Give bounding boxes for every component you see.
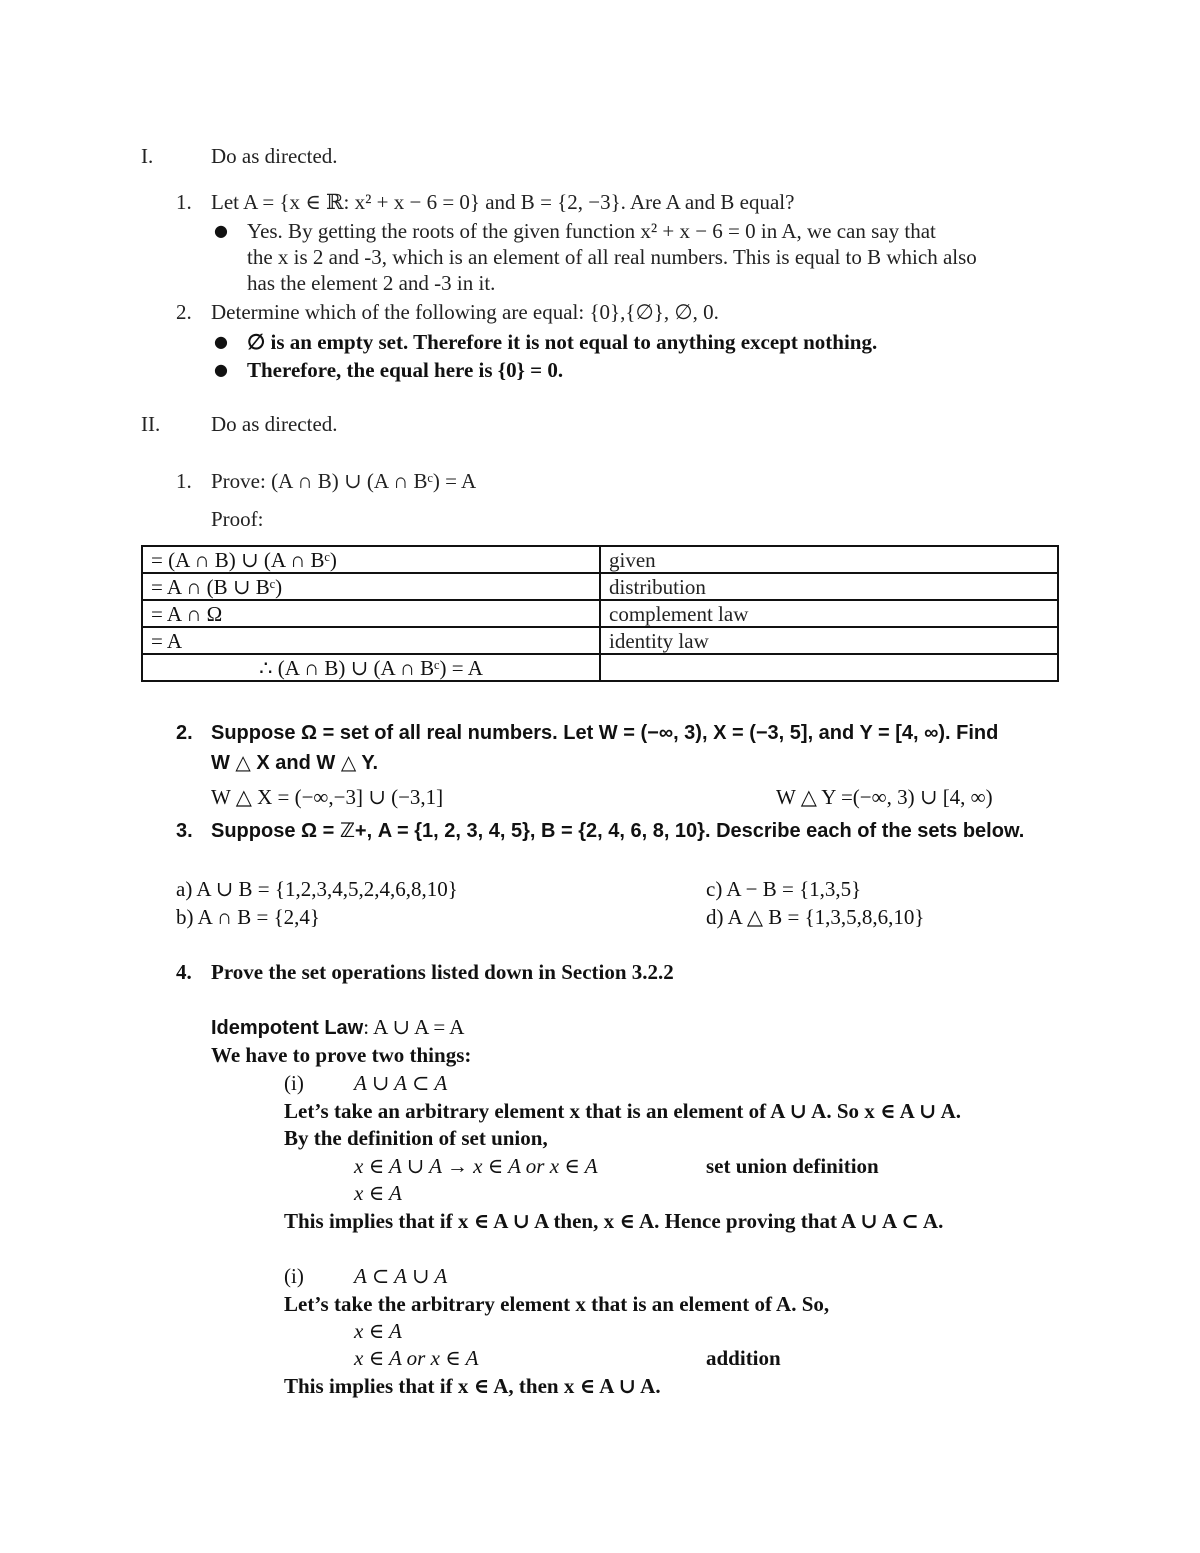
proof-reason: set union definition xyxy=(706,1154,879,1178)
section-heading: Do as directed. xyxy=(211,144,338,168)
answer-text: W △ Y =(−∞, 3) ∪ [4, ∞) xyxy=(776,785,993,809)
answer-a: a) A ∪ B = {1,2,3,4,5,2,4,6,8,10} xyxy=(176,877,458,901)
proof-table xyxy=(141,545,1059,682)
proof-step: = (A ∩ B) ∪ (A ∩ Bᶜ) xyxy=(142,546,600,573)
part-label: (i) xyxy=(284,1071,304,1095)
part-label: (i) xyxy=(284,1264,304,1288)
proof-label: Proof: xyxy=(211,507,264,531)
section-heading: Do as directed. xyxy=(211,412,338,436)
answer-text: Yes. By getting the roots of the given function x² + x − 6 = 0 in A, we can say that xyxy=(247,219,936,243)
answer-text: Therefore, the equal here is {0} = 0. xyxy=(247,358,564,382)
question-text: W △ X and W △ Y. xyxy=(211,752,379,774)
law-heading xyxy=(211,1014,464,1041)
proof-conclusion: ∴ (A ∩ B) ∪ (A ∩ Bᶜ) = A xyxy=(142,654,600,681)
answer-text: the x is 2 and -3, which is an element of all real numbers. This is equal to B which also xyxy=(247,245,977,269)
proof-step: = A ∩ (B ∪ Bᶜ) xyxy=(142,573,600,600)
bullet-icon: ● xyxy=(214,360,228,379)
proof-line: Let’s take an arbitrary element x that is an element of A ∪ A. So x ∈ A ∪ A. xyxy=(284,1099,961,1123)
question-number: 4. xyxy=(176,960,192,984)
section-numeral: II. xyxy=(141,412,161,436)
proof-reason: addition xyxy=(706,1346,781,1370)
proof-step: x ∈ A xyxy=(354,1181,402,1205)
answer-text: W △ X = (−∞,−3] ∪ (−3,1] xyxy=(211,785,444,809)
proof-intro: We have to prove two things: xyxy=(211,1043,472,1067)
section-numeral: I. xyxy=(141,144,154,168)
proof-step: x ∈ A ∪ A → x ∈ A or x ∈ A xyxy=(354,1154,598,1178)
table-row xyxy=(142,600,1058,627)
question-text: Suppose Ω = ℤ+, A = {1, 2, 3, 4, 5}, B = {2, 4, 6, 8, 10}. Describe each of the sets below. xyxy=(211,820,1025,842)
proof-line: Let’s take the arbitrary element x that is an element of A. So, xyxy=(284,1292,830,1316)
question-number: 2. xyxy=(176,300,192,324)
proof-reason: distribution xyxy=(600,573,1058,600)
proof-step: = A ∩ Ω xyxy=(142,600,600,627)
question-text: Suppose Ω = set of all real numbers. Let W = (−∞, 3), X = (−3, 5], and Y = [4, ∞). Find xyxy=(211,722,999,744)
table-row xyxy=(142,573,1058,600)
table-row xyxy=(142,546,1058,573)
answer-c: c) A − B = {1,3,5} xyxy=(706,877,862,901)
bullet-icon: ● xyxy=(214,332,228,351)
question-text: Prove: (A ∩ B) ∪ (A ∩ Bᶜ) = A xyxy=(211,469,477,493)
part-statement: A ∪ A ⊂ A xyxy=(354,1071,448,1095)
question-number: 1. xyxy=(176,190,192,214)
proof-reason: given xyxy=(600,546,1058,573)
answer-d: d) A △ B = {1,3,5,8,6,10} xyxy=(706,905,925,929)
answer-text: has the element 2 and -3 in it. xyxy=(247,271,496,295)
law-title: Idempotent Law xyxy=(211,1017,364,1039)
table-row xyxy=(142,627,1058,654)
law-equation: : A ∪ A = A xyxy=(363,1015,465,1039)
proof-step: x ∈ A or x ∈ A xyxy=(354,1346,479,1370)
proof-conclusion: This implies that if x ∈ A, then x ∈ A ∪ A. xyxy=(284,1374,661,1398)
question-text: Let A = {x ∈ ℝ: x² + x − 6 = 0} and B = {2, −3}. Are A and B equal? xyxy=(211,190,795,214)
table-row xyxy=(142,654,1058,681)
part-statement: A ⊂ A ∪ A xyxy=(354,1264,448,1288)
answer-text: ∅ is an empty set. Therefore it is not equal to anything except nothing. xyxy=(247,330,878,354)
proof-reason xyxy=(600,654,1058,681)
question-text: Prove the set operations listed down in Section 3.2.2 xyxy=(211,960,674,984)
bullet-icon: ● xyxy=(214,221,228,240)
proof-step: = A xyxy=(142,627,600,654)
proof-conclusion: This implies that if x ∈ A ∪ A then, x ∈ A. Hence proving that A ∪ A ⊂ A. xyxy=(284,1209,944,1233)
question-number: 1. xyxy=(176,469,192,493)
question-number: 2. xyxy=(176,722,193,744)
answer-b: b) A ∩ B = {2,4} xyxy=(176,905,321,929)
question-text: Determine which of the following are equal: {0},{∅}, ∅, 0. xyxy=(211,300,719,324)
proof-line: By the definition of set union, xyxy=(284,1126,548,1150)
proof-step: x ∈ A xyxy=(354,1319,402,1343)
question-number: 3. xyxy=(176,820,193,842)
proof-reason: identity law xyxy=(600,627,1058,654)
proof-reason: complement law xyxy=(600,600,1058,627)
